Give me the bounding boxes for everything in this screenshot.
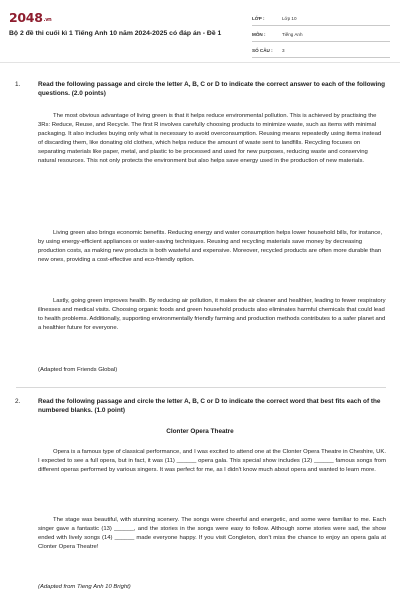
passage-paragraph: Lastly, going green improves health. By reducing air pollution, it makes the air cleaner and healthier, leading to fewer respiratory illnesses and medical visits. Choosing organic foods and green household products also eliminates harmful chemicals that could lead to health problems. Additionally, supporting environmentally friendly farming and production methods contributes to a safer planet and a healthier future for everyone. [38,298,386,332]
question-prompt: Read the following passage and circle the letter A, B, C or D to indicate the correct answer to each of the following questions. (2.0 points) [38,81,386,98]
meta-panel [252,12,390,58]
meta-row-question-count [252,44,390,58]
meta-value: Tiếng Anh [282,32,303,37]
question-2-heading [15,397,390,415]
document-title: Bộ 2 đề thi cuối kì 1 Tiếng Anh 10 năm 2024-2025 có đáp án - Đề 1 [9,30,222,37]
site-logo[interactable] [9,10,51,25]
meta-value: Lớp 10 [282,16,297,21]
question-1-heading [15,80,390,98]
header-divider [0,62,400,63]
meta-value: 3 [282,48,285,53]
question-number: 2. [15,398,21,405]
meta-row-subject [252,28,390,42]
question-prompt: Read the following passage and circle the letter A, B, C or D to indicate the correct word that best fits each of the numbered blanks. (1.0 point) [38,398,381,415]
section-divider [16,387,386,388]
meta-label: MÔN : [252,32,266,37]
meta-row-class [252,12,390,26]
passage-paragraph: The most obvious advantage of living green is that it helps reduce environmental pollution. This is achieved by practising the 3Rs: Reduce, Reuse, and Recycle. The first R involves carefully choosing products to minimize waste, such as items with minimal packaging. It also includes buying only what is necessary to avoid overconsumption. Reusing means repeatedly using items instead of discarding them, like donating old clothes, which helps reduce the amount of waste sent to landfills. Recycling focuses on separating materials like paper, metal, and plastic to be processed and used for new purposes, reducing waste and conserving natural resources. This not only protects the environment but also helps save energy used in the production of new materials. [38,113,382,165]
passage-paragraph: The stage was beautiful, with stunning scenery. The songs were cheerful and energetic, and some were familiar to me. Each singer gave a fantastic (13) ______, and the stories in the songs were easy to follow. Although some stories were sad, the show ended with lively songs (14) ______ made everyone happy. If you visit Congleton, don't miss the chance to enjoy an opera gala at Clonter Opera Theatre! [38,517,386,551]
question-number: 1. [15,81,21,88]
logo-suffix: .vn [43,17,52,23]
passage-source: (Adapted from Friends Global) [38,367,118,373]
meta-label: LỚP : [252,16,265,21]
logo-text: 2048 [9,10,43,25]
passage-title: Clonter Opera Theatre [166,428,234,435]
meta-label: SỐ CÂU : [252,48,273,53]
passage-source: (Adapted from Tieng Anh 10 Bright) [38,584,131,590]
passage-paragraph: Opera is a famous type of classical performance, and I was excited to attend one at the Clonter Opera Theatre in Cheshire, UK. I expected to see a full opera, but in fact, it was (11) ______ opera gala. This special show includes (12) ______ famous songs from different operas performed by various singers. It was perfect for me, as I didn't know much about opera and wanted to learn more. [38,449,386,474]
passage-paragraph: Living green also brings economic benefits. Reducing energy and water consumption helps lower household bills, for instance, by using energy-efficient appliances or water-saving techniques. Reusing and recycling materials save money by decreasing production costs, as making new products is both wasteful and expensive. Moreover, recycled products are often more durable than new ones, providing a cost-effective and eco-friendly option. [38,230,383,264]
